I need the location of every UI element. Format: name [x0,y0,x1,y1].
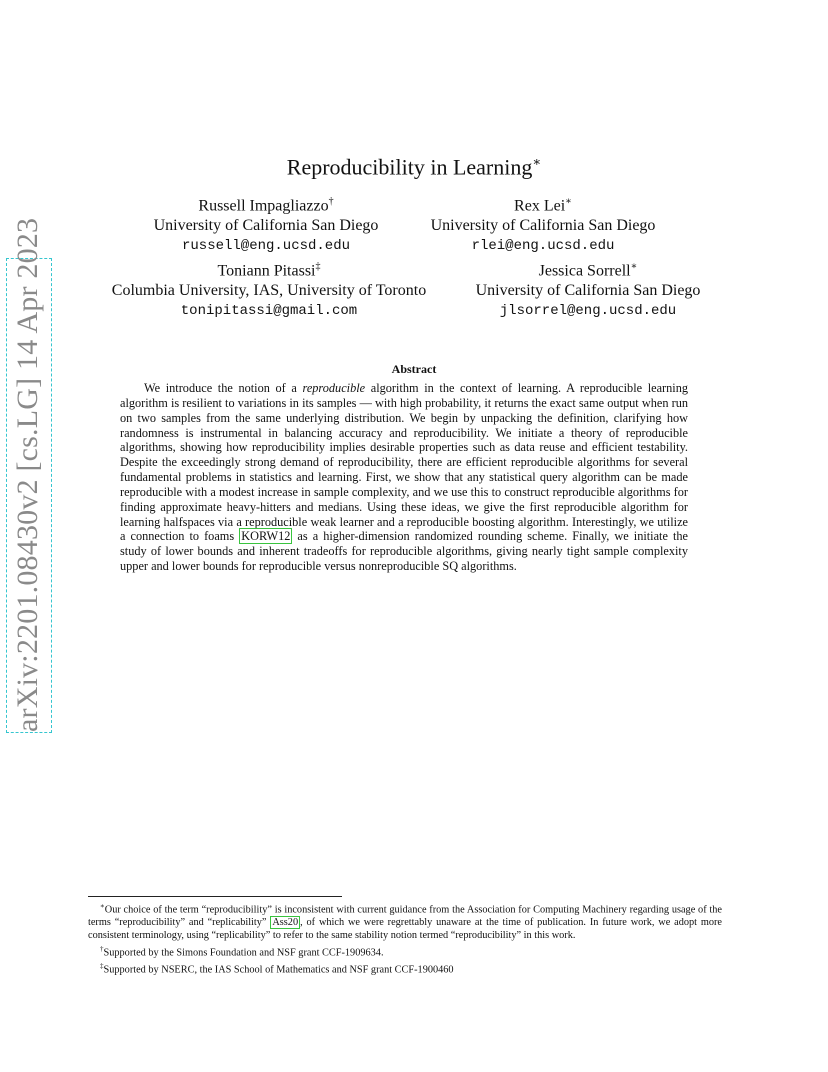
author-name: Russell Impagliazzo† [198,196,334,215]
citation-link-korw12[interactable]: KORW12 [241,529,291,544]
arxiv-identifier-stamp[interactable]: arXiv:2201.08430v2 [cs.LG] 14 Apr 2023 [6,258,52,733]
citation-link-ass20[interactable]: Ass20 [272,917,299,929]
author-email: jlsorrel@eng.ucsd.edu [499,303,677,320]
author-email: tonipitassi@gmail.com [180,303,358,320]
author-affiliation: Columbia University, IAS, University of Toronto [111,282,427,300]
author-block [94,257,444,321]
footnote-mark: ∗ [100,902,105,910]
footnote-funding-impagliazzo: †Supported by the Simons Foundation and NSF grant CCF-1909634. [100,944,384,959]
author-footnote-mark[interactable]: ‡ [315,261,321,272]
author-footnote-mark[interactable]: ∗ [565,196,572,207]
author-footnote-mark[interactable]: ∗ [630,261,638,272]
author-footnote-mark[interactable]: † [328,196,334,207]
abstract-emphasis: reproducible [302,381,366,395]
abstract-heading: Abstract [391,362,437,376]
footnote-divider [88,896,342,897]
abstract-body: We introduce the notion of a reproducible algorithm in the context of learning. A reproducible learning algorithm is resilient to variations in its samples — with high probability, it returns the exact same output when run on two samples from the same underlying distribution. We begin by unpacking the definition, clarifying how randomness is instrumental in balancing accuracy and reproducibility. We initiate a theory of reproducible algorithms, showing how reproducibility implies desirable properties such as data reuse and efficient testability. Despite the exceedingly strong demand of reproducibility, there are efficient reproducible algorithms for several fundamental problems in statistics and learning. First, we show that any statistical query algorithm can be made reproducible with a modest increase in sample complexity, and we use this to construct reproducible algorithms for finding approximate heavy-hitters and medians. Using these ideas, we give the first reproducible algorithm for learning halfspaces via a reproducible weak learner and a reproducible boosting algorithm. Interestingly, we utilize a connection to foams KORW12 as a higher-dimension randomized rounding scheme. Finally, we initiate the study of lower bounds and inherent tradeoffs for reproducible algorithms, giving nearly tight sample complexity upper and lower bounds for reproducible versus nonreproducible SQ algorithms. [120,381,688,574]
author-name: Rex Lei∗ [514,196,572,215]
title-text: Reproducibility in Learning [286,154,533,180]
author-block [414,192,672,256]
title-footnote-mark[interactable]: ∗ [532,154,542,169]
author-name: Toniann Pitassi‡ [217,261,321,280]
author-affiliation: University of California San Diego [153,217,379,235]
author-email: rlei@eng.ucsd.edu [471,238,615,255]
author-name: Jessica Sorrell∗ [538,261,638,280]
author-block [140,192,392,256]
author-affiliation: University of California San Diego [430,217,656,235]
author-block [464,257,712,321]
author-affiliation: University of California San Diego [475,282,701,300]
author-email: russell@eng.ucsd.edu [181,238,351,255]
footnote-mark: † [100,944,104,953]
footnote-mark: ‡ [100,962,104,971]
footnote-terminology: ∗Our choice of the term “reproducibility” is inconsistent with current guidance from the Association for Computing Machinery regarding usage of the terms “reproducibility” and “replicability” Ass20 , of which we were regrettably unaware at the time of publication. In future work, we adopt more consistent terminology, using “replicability” to refer to the same stability notion termed “reproducibility” in this work. [88,902,722,942]
footnotes [88,900,722,977]
paper-title [0,148,828,181]
footnote-funding-pitassi: ‡Supported by NSERC, the IAS School of Mathematics and NSF grant CCF-1900460 [100,962,454,976]
